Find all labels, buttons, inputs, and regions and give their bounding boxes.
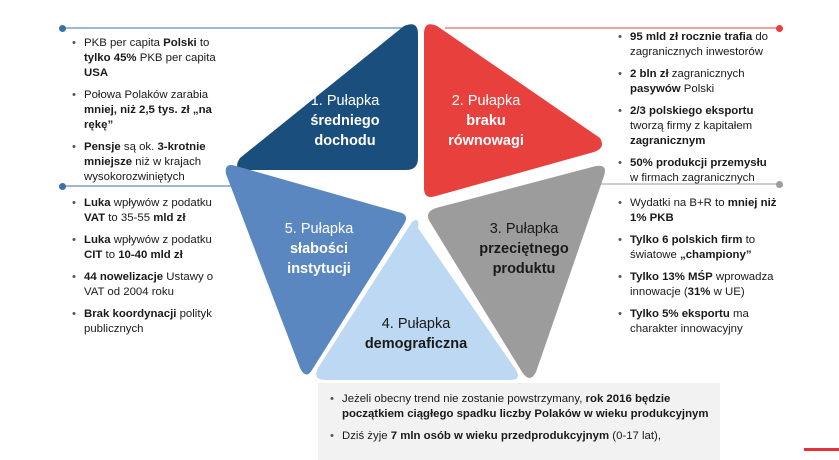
fact-text-bold: zagranicznym <box>630 135 706 147</box>
connector-dot-top-left <box>59 25 66 32</box>
fact-text: ma charakter innowacyjny <box>630 308 749 335</box>
trap-2-label <box>431 91 541 151</box>
fact-text-bold: Tylko 13% MŚP <box>630 271 713 283</box>
fact-text-bold: Tylko 5% eksportu <box>630 308 730 320</box>
trap-1-facts-list <box>72 36 230 192</box>
fact-item <box>618 270 778 300</box>
fact-text-bold: mniej, niż 2,5 tys. zł „na rękę” <box>84 104 212 131</box>
fact-text-bold: 7 mln osób w wieku przedprodukcyjnym <box>390 430 610 442</box>
fact-text: to <box>102 249 119 261</box>
fact-item <box>618 307 778 337</box>
fact-text: Dziś żyje <box>342 430 391 442</box>
fact-text: zagranicznych <box>668 68 745 80</box>
fact-text: niż w krajach wysokorozwiniętych <box>84 156 202 183</box>
fact-item <box>72 36 230 81</box>
fact-text-bold: pasywów <box>630 83 681 95</box>
fact-text: wpływów z podatku <box>110 234 212 246</box>
fact-text-bold: Brak koordynacji <box>84 308 177 320</box>
fact-item <box>72 307 232 337</box>
fact-item <box>618 156 778 186</box>
trap-3-number: 3. Pułapka <box>489 221 559 237</box>
fact-item <box>72 140 230 185</box>
fact-item <box>72 270 232 300</box>
fact-text: to światowe <box>630 234 756 261</box>
fact-text: tworzą firmy z kapitałem <box>630 120 753 132</box>
fact-text: Polski <box>680 83 715 95</box>
fact-text-bold: 2 bln zł <box>630 68 669 80</box>
trap-1-number: 1. Pułapka <box>310 93 380 109</box>
trap-2-title-1: braku <box>466 113 506 129</box>
fact-text-bold: mniej niż 1% PKB <box>630 197 777 224</box>
fact-text-bold: 95 mld zł rocznie trafia <box>630 31 753 43</box>
trap-4-number: 4. Pułapka <box>381 316 451 332</box>
trap-5-facts-list <box>72 196 232 344</box>
trap-1-label <box>290 91 400 151</box>
fact-text-bold: Tylko 6 polskich firm <box>630 234 743 246</box>
fact-text-bold: tylko 45% <box>84 52 137 64</box>
fact-text-bold: USA <box>84 67 109 79</box>
fact-item <box>330 429 715 444</box>
fact-text: w firmach zagranicznych <box>630 172 755 184</box>
trap-3-title-2: produktu <box>492 261 556 277</box>
trap-4-title-1: demograficzna <box>364 336 468 352</box>
fact-text-bold: rok 2016 będzie początkiem ciągłego spadku liczby Polaków w wieku produkcyjnym <box>342 393 709 420</box>
trap-2-title-2: równowagi <box>448 133 524 149</box>
trap-3-facts-list <box>618 196 778 344</box>
fact-item <box>618 67 778 97</box>
trap-1-title-2: dochodu <box>314 133 376 149</box>
brand-accent-bar <box>804 448 839 451</box>
fact-text-bold: 50% produkcji przemysłu <box>630 157 767 169</box>
fact-text-bold: Luka <box>84 234 111 246</box>
fact-text: to <box>196 37 210 49</box>
trap-3-title-1: przeciętnego <box>479 241 569 257</box>
fact-text: polityk publicznych <box>84 308 212 335</box>
fact-text-bold: 2/3 polskiego eksportu <box>630 105 754 117</box>
fact-text: PKB per capita <box>136 52 216 64</box>
trap-2-number: 2. Pułapka <box>451 93 521 109</box>
fact-text: w UE) <box>710 286 745 298</box>
trap-4-label <box>346 314 486 354</box>
fact-text: do zagranicznych inwestorów <box>630 31 769 58</box>
fact-text: Wydatki na B+R to <box>630 197 728 209</box>
connector-dot-mid-left <box>59 183 66 190</box>
trap-5-title-2: instytucji <box>287 261 351 277</box>
trap-5-title-1: słabości <box>289 241 349 257</box>
fact-text: Ustawy o VAT od 2004 roku <box>84 271 214 298</box>
fact-text: wpływów z podatku <box>110 197 212 209</box>
fact-text: to 35-55 <box>105 212 154 224</box>
fact-text-bold: 3-krotnie mniejsze <box>84 141 206 168</box>
fact-text-bold: 44 nowelizacje <box>84 271 164 283</box>
fact-text-bold: mld zł <box>153 212 186 224</box>
fact-text-bold: „championy” <box>680 249 752 261</box>
fact-text-bold: VAT <box>84 212 106 224</box>
trap-5-number: 5. Pułapka <box>284 221 354 237</box>
fact-text: PKB per capita <box>84 37 164 49</box>
fact-item <box>618 30 778 60</box>
trap-4-facts-list <box>330 392 715 451</box>
trap-5-label <box>264 219 374 279</box>
fact-text: wprowadza innowacje ( <box>630 271 774 298</box>
trap-1-title-1: średniego <box>310 113 380 129</box>
fact-text: Jeżeli obecny trend nie zostanie powstrzymany, <box>342 393 586 405</box>
fact-text-bold: 10-40 mld zł <box>118 249 183 261</box>
fact-text-bold: 31% <box>687 286 711 298</box>
fact-item <box>618 104 778 149</box>
fact-item <box>72 88 230 133</box>
fact-text: są ok. <box>120 141 158 153</box>
fact-text-bold: Luka <box>84 197 111 209</box>
fact-item <box>618 233 778 263</box>
fact-text-bold: Pensje <box>84 141 121 153</box>
fact-text-bold: Polski <box>163 37 197 49</box>
fact-text: Połowa Polaków zarabia <box>84 89 209 101</box>
fact-item <box>72 196 232 226</box>
fact-item <box>72 233 232 263</box>
trap-2-facts-list <box>618 30 778 193</box>
trap-3-label <box>459 219 589 279</box>
fact-item <box>330 392 715 422</box>
fact-text-bold: CIT <box>84 249 103 261</box>
fact-text: (0-17 lat), <box>609 430 662 442</box>
fact-item <box>618 196 778 226</box>
